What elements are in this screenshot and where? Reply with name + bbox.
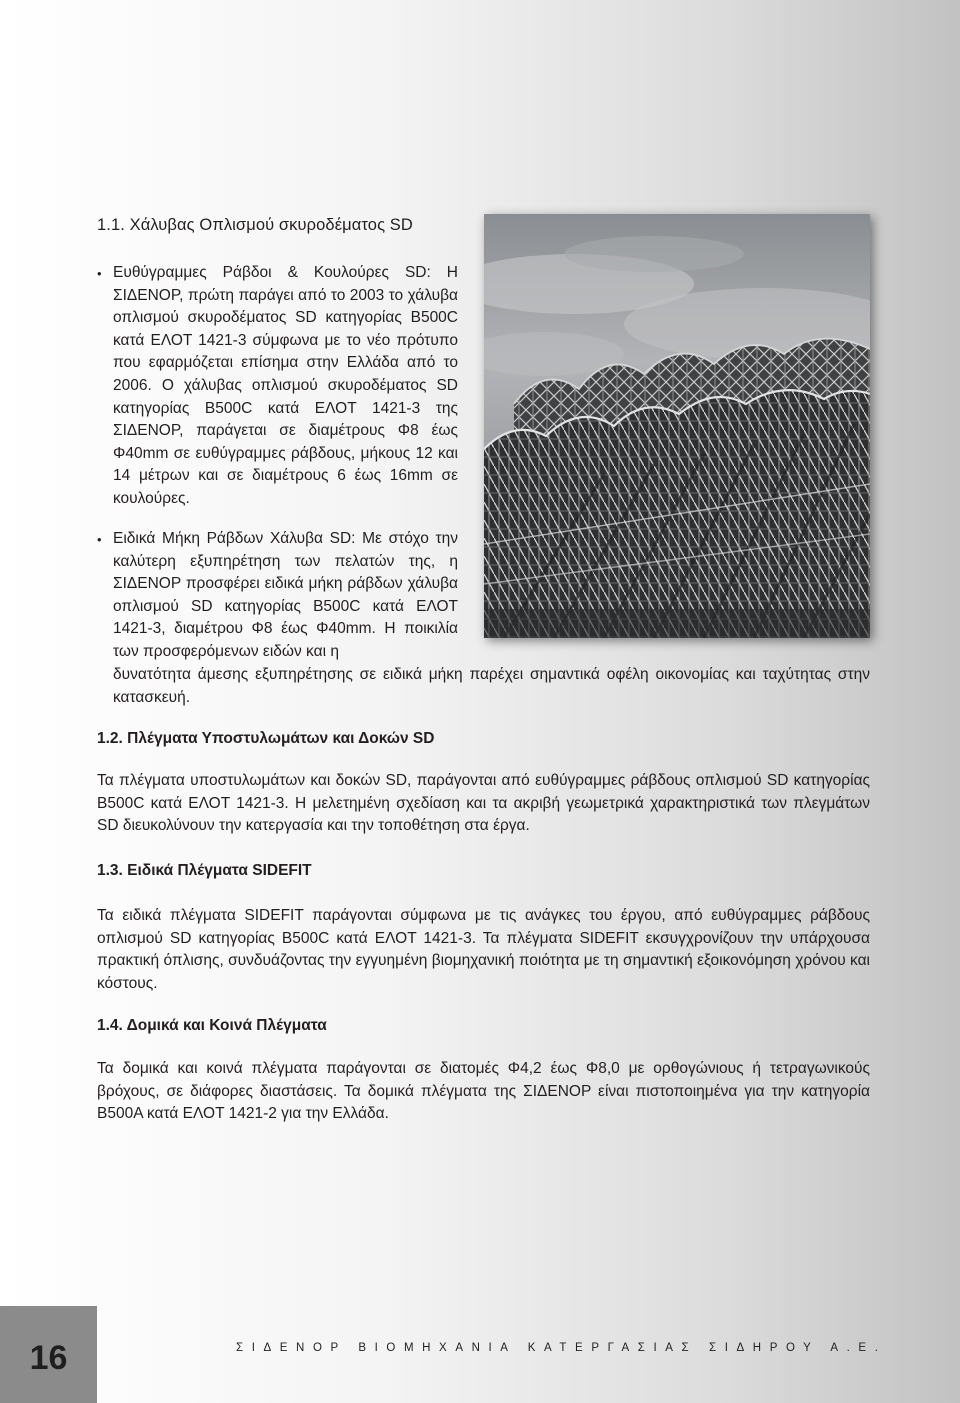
section-1-1-title: 1.1. Χάλυβας Οπλισμού σκυροδέματος SD	[97, 216, 413, 234]
section-1-4-body: Τα δομικά και κοινά πλέγματα παράγονται σε διατομές Φ4,2 έως Φ8,0 με ορθογώνιους ή τετραγωνικούς βρόχους, σε διάφορες διαστάσεις. Τα δομικά πλέγματα της ΣΙΔΕΝΟΡ είναι πιστοποιημένα για την κατηγορία B500A κατά ΕΛΟΤ 1421-2 για την Ελλάδα.	[97, 1060, 870, 1123]
page-number-box	[0, 1306, 97, 1403]
section-1-2-body: Τα πλέγματα υποστυλωμάτων και δοκών SD, παράγονται από ευθύγραμμες ράβδους οπλισμού SD κατηγορίας B500C κατά ΕΛΟΤ 1421-3. Η μελετημένη σχεδίαση και τα ακριβή γεωμετρικά χαρακτηριστικά των πλεγμάτων SD διευκολύνουν την κατεργασία και την τοποθέτηση στα έργα.	[97, 772, 870, 835]
page-number: 16	[29, 1339, 68, 1377]
section-1-4-title: 1.4. Δομικά και Κοινά Πλέγματα	[97, 1017, 327, 1034]
bullet-marker: •	[97, 532, 102, 547]
section-1-2-title: 1.2. Πλέγματα Υποστυλωμάτων και Δοκών SD	[97, 730, 435, 747]
rebar-cages-photo	[484, 214, 870, 638]
section-1-3-title: 1.3. Ειδικά Πλέγματα SIDEFIT	[97, 862, 312, 879]
section-1-1-bullet-2-part-2: δυνατότητα άμεσης εξυπηρέτησης σε ειδικά μήκη παρέχει σημαντικά οφέλη οικονομίας και ταχύτητας στην κατασκευή.	[113, 666, 870, 706]
footer-company-name: ΣΙΔΕΝΟΡ ΒΙΟΜΗΧΑΝΙΑ ΚΑΤΕΡΓΑΣΙΑΣ ΣΙΔΗΡΟΥ Α.Ε.	[236, 1342, 887, 1354]
section-1-1-bullet-2-part-1: Ειδικά Μήκη Ράβδων Χάλυβα SD: Με στόχο την καλύτερη εξυπηρέτηση των πελατών της, η ΣΙΔΕΝΟΡ προσφέρει ειδικά μήκη ράβδων χάλυβα οπλισμού SD κατηγορίας B500C κατά ΕΛΟΤ 1421-3, διαμέτρου Φ8 έως Φ40mm. Η ποικιλία των προσφερόμενων ειδών και η	[113, 530, 458, 660]
section-1-1-bullet-1: Ευθύγραμμες Ράβδοι & Κουλούρες SD: Η ΣΙΔΕΝΟΡ, πρώτη παράγει από το 2003 το χάλυβα οπλισμού σκυροδέματος SD κατηγορίας B500C κατά ΕΛΟΤ 1421-3 σύμφωνα με το νέο πρότυπο που εφαρμόζεται επίσημα στην Ελλάδα από το 2006. Ο χάλυβας οπλισμού σκυροδέματος SD κατηγορίας B500C κατά ΕΛΟΤ 1421-3 της ΣΙΔΕΝΟΡ, παράγεται σε διαμέτρους Φ8 έως Φ40mm σε ευθύγραμμες ράβδους, μήκους 12 και 14 μέτρων και σε διαμέτρους 6 έως 16mm σε κουλούρες.	[113, 264, 458, 507]
section-1-3-body: Τα ειδικά πλέγματα SIDEFIT παράγονται σύμφωνα με τις ανάγκες του έργου, από ευθύγραμμες ράβδους οπλισμού SD κατηγορίας B500C κατά ΕΛΟΤ 1421-3. Τα πλέγματα SIDEFIT εκσυγχρονίζουν την υπάρχουσα πρακτική όπλισης, συνδυάζοντας την εγγυημένη βιομηχανική ποιότητα με τη σημαντική εξοικονόμηση χρόνου και κόστους.	[97, 907, 870, 992]
bullet-marker: •	[97, 266, 102, 281]
